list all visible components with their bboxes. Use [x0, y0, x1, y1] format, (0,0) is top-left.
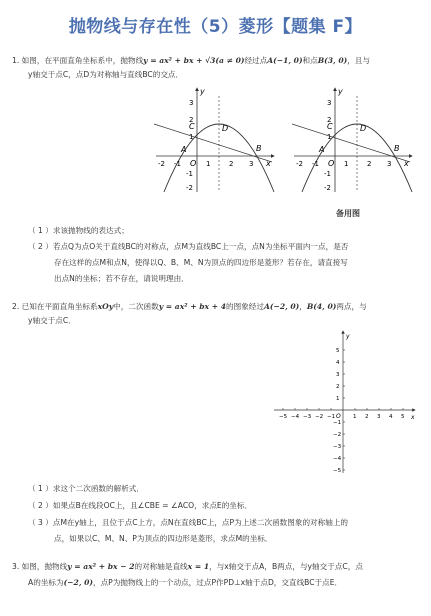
y-tick-label: 1 [336, 396, 340, 402]
point-b-label: B [394, 144, 400, 153]
x-tick-label: 2 [229, 160, 234, 168]
y-tick-label: −3 [333, 444, 342, 450]
point-b-label: B [256, 144, 262, 153]
q2-text: 已知在平面直角坐标系 [21, 302, 98, 311]
q2-sub-3-line-2: 点，如果以C、M、N、P为顶点的四边形是菱形，求点M的坐标． [54, 534, 273, 543]
q3-line-2 [28, 578, 342, 588]
q2-sub-3-line-1: （ 3 ）点M在y轴上，且位于点C上方，点N在直线BC上，点P为上述二次函数图象的对称轴上的 [28, 518, 349, 527]
q3-text: 的对称轴是直线 [134, 562, 188, 571]
q3-line-1 [12, 562, 363, 572]
q1-text: 和点 [302, 56, 318, 65]
y-tick-label: −2 [333, 432, 342, 438]
x-tick-label: 3 [377, 414, 381, 420]
y-tick-label: −4 [333, 456, 342, 462]
q1-text: ，且与 [347, 56, 370, 65]
x-tick-label: −2 [315, 414, 324, 420]
point-d-label: D [222, 124, 229, 133]
y-tick-label: 5 [336, 348, 340, 354]
q2-line-1 [12, 302, 367, 312]
q2-coordinate-axes [270, 328, 418, 476]
q1-figure-graph [152, 84, 278, 194]
y-tick-label: 1 [327, 133, 332, 141]
y-tick-label: −1 [333, 420, 342, 426]
point-c-label: C [327, 122, 333, 131]
q1-spare-graph [290, 84, 416, 194]
point-a-label: A [181, 145, 187, 154]
q2-plane-name: xOy [97, 302, 114, 311]
q2-line-2: y轴交于点C． [28, 316, 76, 325]
q1-line-1 [12, 56, 370, 66]
q1-number: 1. [12, 56, 20, 65]
q1-sub-2-line-1: （ 2 ）若点Q为点O关于直线BC的对称点，点M为直线BC上一点，点N为坐标平面内一点，是否 [28, 242, 349, 251]
y-tick-label: 3 [336, 372, 340, 378]
q1-point-b: B(3, 0) [317, 56, 348, 65]
x-tick-label: 2 [367, 160, 372, 168]
y-tick-label: 2 [189, 116, 194, 124]
q3-text: 如图，抛物线 [21, 562, 68, 571]
q3-number: 3. [12, 562, 20, 571]
q1-sub-2-line-2: 存在这样的点M和点N，使得以Q、B、M、N为顶点的四边形是菱形？若存在，请直接写 [54, 258, 348, 267]
q3-axis-equation: x = 1 [187, 562, 210, 571]
y-tick-label: −5 [333, 468, 342, 474]
y-tick-label: -2 [324, 184, 331, 192]
point-a-label: A [319, 145, 325, 154]
q3-text: A的坐标为 [28, 578, 64, 587]
point-c-label: C [189, 122, 195, 131]
origin-label: O [190, 159, 197, 168]
q2-sub-2: （ 2 ）如果点B在线段OC上，且∠CBE = ∠ACO，求点E的坐标． [28, 501, 253, 510]
x-tick-label: 5 [401, 414, 405, 420]
q2-text: 中，二次函数 [113, 302, 159, 311]
q2-number: 2. [12, 302, 20, 311]
q2-text: 的图象经过 [226, 302, 264, 311]
origin-label: O [328, 159, 335, 168]
y-axis-label: y [346, 333, 350, 340]
q2-sub-1: （ 1 ）求这个二次函数的解析式． [28, 484, 144, 493]
q1-line-2: y轴交于点C，点D为对称轴与直线BC的交点． [28, 70, 184, 79]
q3-text: ，与x轴交于点A，B两点，与y轴交于点C，点 [209, 562, 363, 571]
x-axis-label: x [404, 159, 409, 168]
x-tick-label: −1 [327, 414, 336, 420]
y-tick-label: -1 [186, 170, 193, 178]
q2-text: ， [299, 302, 307, 311]
x-tick-label: -2 [158, 160, 165, 168]
q1-text: 如图，在平面直角坐标系中，抛物线 [21, 56, 144, 65]
q1-text: 经过点 [244, 56, 268, 65]
q1-sub-1: （ 1 ）求该抛物线的表达式； [28, 226, 129, 235]
y-axis-label: y [200, 87, 205, 96]
x-tick-label: 2 [365, 414, 369, 420]
point-d-label: D [360, 124, 367, 133]
x-tick-label: -1 [174, 160, 181, 168]
y-tick-label: 1 [189, 133, 194, 141]
page-title: 抛物线与存在性（5）菱形【题集 F】 [68, 17, 363, 37]
x-tick-label: −5 [279, 414, 288, 420]
x-tick-label: −3 [303, 414, 312, 420]
y-tick-label: 4 [336, 360, 340, 366]
x-tick-label: 1 [353, 414, 357, 420]
y-axis-label: y [338, 87, 343, 96]
x-tick-label: 1 [206, 160, 211, 168]
q2-point-a: A(−2, 0) [263, 302, 300, 311]
x-tick-label: 4 [389, 414, 393, 420]
x-tick-label: 1 [344, 160, 349, 168]
q3-point-a: (−2, 0) [63, 578, 93, 587]
x-tick-label: −4 [291, 414, 300, 420]
spare-figure-caption: 备用图 [336, 209, 360, 218]
q2-equation: y = ax² + bx + 4 [158, 302, 226, 311]
q1-point-a: A(−1, 0) [267, 56, 303, 65]
x-tick-label: -2 [296, 160, 303, 168]
x-axis-label: x [411, 414, 415, 421]
x-tick-label: -1 [312, 160, 319, 168]
y-tick-label: 2 [327, 116, 332, 124]
x-axis-label: x [266, 159, 271, 168]
origin-label: O [336, 413, 341, 420]
y-tick-label: 3 [327, 99, 332, 107]
y-tick-label: 2 [336, 384, 340, 390]
q1-sub-2-line-3: 出点N的坐标；若不存在，请说明理由． [54, 274, 189, 283]
y-tick-label: -1 [324, 170, 331, 178]
y-tick-label: 3 [189, 99, 194, 107]
q2-point-b: B(4, 0) [306, 302, 337, 311]
q3-equation: y = ax² + bx − 2 [67, 562, 135, 571]
y-tick-label: -2 [186, 184, 193, 192]
q1-equation: y = ax² + bx + √3(a ≠ 0) [143, 56, 245, 65]
x-tick-label: 3 [249, 160, 254, 168]
x-tick-label: 3 [387, 160, 392, 168]
q3-text: ，点P为抛物线上的一个动点，过点P作PD⊥x轴于点D，交直线BC于点E． [92, 578, 343, 587]
q2-text: 两点，与 [336, 302, 367, 311]
